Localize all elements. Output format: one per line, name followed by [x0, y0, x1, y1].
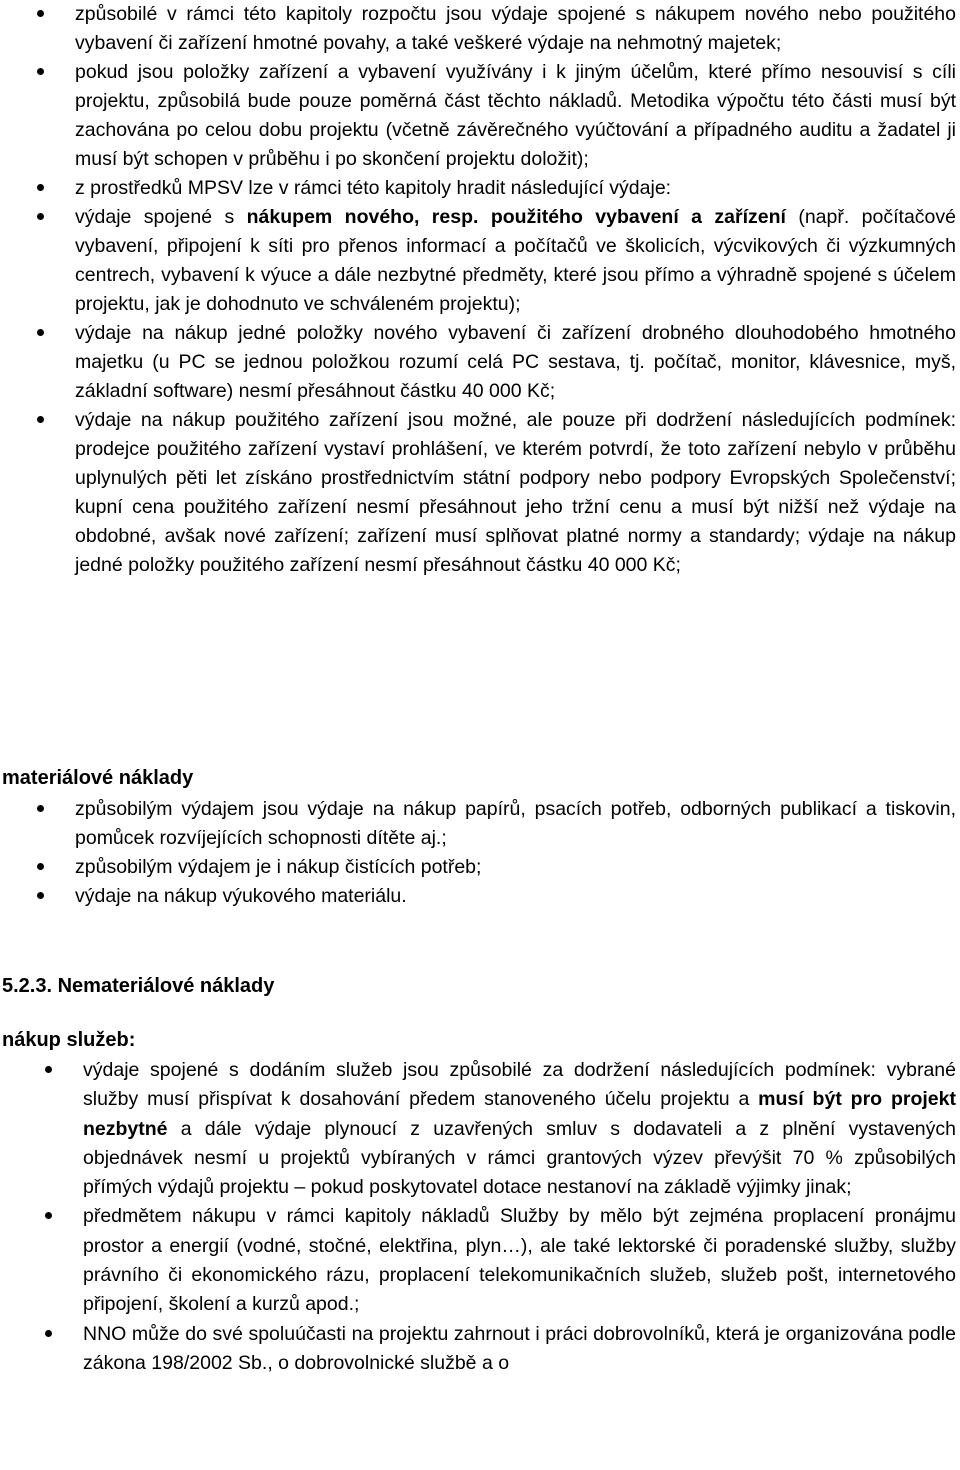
text-run: výdaje spojené s dodáním služeb jsou způsobilé za dodržení následujících podmínek: vybrané služby musí přispívat k dosahování předem stanoveného účelu projektu a [83, 1059, 956, 1111]
list-item [0, 174, 960, 203]
text-run: výdaje spojené s [75, 206, 247, 228]
list-item [0, 882, 960, 911]
bullet-icon [37, 184, 44, 191]
text-run: výdaje na nákup použitého zařízení jsou možné, ale pouze při dodržení následujících podmínek: prodejce použitého zařízení vystaví prohlášení, ve kterém potvrdí, že toto zařízení nebylo v průběhu uplynulých pěti let získáno prostřednictvím státní podpory nebo podpory Evropských Společenství; kupní cena použitého zařízení nesmí přesáhnout jeho tržní cenu a musí být nižší než výdaje na obdobné, avšak nové zařízení; zařízení musí splňovat platné normy a standardy; výdaje na nákup jedné položky použitého zařízení nesmí přesáhnout částku 40 000 Kč; [75, 409, 956, 576]
list-item-text [75, 0, 956, 58]
bullet-icon [45, 1330, 52, 1337]
text-run: způsobilým výdajem je i nákup čistících potřeb; [75, 856, 482, 878]
list-item [0, 1056, 960, 1202]
bold-text: musí být pro projekt nezbytné [83, 1088, 956, 1140]
list-item-text [83, 1320, 956, 1379]
bullet-icon [37, 863, 44, 870]
text-run: z prostředků MPSV lze v rámci této kapitoly hradit následující výdaje: [75, 177, 672, 199]
list-item-text [75, 882, 956, 911]
list-item-text [75, 319, 956, 406]
text-run: pokud jsou položky zařízení a vybavení využívány i k jiným účelům, které přímo nesouvisí s cíli projektu, způsobilá bude pouze poměrná část těchto nákladů. Metodika výpočtu této části musí být zachována po celou dobu projektu (včetně závěrečného vyúčtování a případného auditu a žadatel ji musí být schopen v průběhu i po skončení projektu doložit); [75, 61, 956, 170]
text-run: způsobilým výdajem jsou výdaje na nákup papírů, psacích potřeb, odborných publikací a tiskovin, pomůcek rozvíjejících schopnosti dítěte aj.; [75, 798, 956, 849]
bullet-icon [45, 1212, 52, 1219]
list-item [0, 406, 960, 580]
list-item [0, 0, 960, 58]
bullet-icon [37, 10, 44, 17]
list-item-text [83, 1202, 956, 1319]
list-item-text [75, 406, 956, 580]
list-item [0, 1202, 960, 1319]
text-run: výdaje na nákup jedné položky nového vybavení či zařízení drobného dlouhodobého hmotného majetku (u PC se jednou položkou rozumí celá PC sestava, tj. počítač, monitor, klávesnice, myš, základní software) nesmí přesáhnout částku 40 000 Kč; [75, 322, 956, 402]
list-item-text [75, 174, 956, 203]
bullet-icon [37, 892, 44, 899]
list-item [0, 1320, 960, 1379]
heading-services: nákup služeb: [2, 1029, 136, 1051]
material-costs-list [0, 795, 960, 911]
services-list [0, 1056, 960, 1378]
list-item [0, 319, 960, 406]
list-item-text [75, 203, 956, 319]
heading-material-costs: materiálové náklady [2, 767, 194, 789]
list-item [0, 853, 960, 882]
text-run: NNO může do své spoluúčasti na projektu zahrnout i práci dobrovolníků, která je organizována podle zákona 198/2002 Sb., o dobrovolnické službě a o [83, 1322, 956, 1374]
bold-text: nákupem nového, resp. použitého vybavení a zařízení [246, 206, 786, 228]
bullet-icon [37, 329, 44, 336]
list-item-text [75, 795, 956, 853]
list-item-text [83, 1056, 956, 1202]
text-run: a dále výdaje plynoucí z uzavřených smluv s dodavateli a z plnění vystavených objednávek nesmí u projektů vybíraných v rámci grantových výzev převýšit 70 % způsobilých přímých výdajů projektu – pokud poskytovatel dotace nestanoví na základě výjimky jinak; [83, 1117, 956, 1199]
section-heading: 5.2.3. Nemateriálové náklady [2, 975, 275, 997]
bullet-icon [37, 213, 44, 220]
list-item-text [75, 58, 956, 174]
list-item [0, 203, 960, 319]
text-run: způsobilé v rámci této kapitoly rozpočtu jsou výdaje spojené s nákupem nového nebo použitého vybavení či zařízení hmotné povahy, a také veškeré výdaje na nehmotný majetek; [75, 3, 956, 54]
equipment-rules-list [0, 0, 960, 580]
text-run: (např. počítačové vybavení, připojení k síti pro přenos informací a počítačů ve školicích, výcvikových či výzkumných centrech, vybavení k výuce a dále nezbytné předměty, které jsou přímo a výhradně spojené s účelem projektu, jak je dohodnuto ve schváleném projektu); [75, 206, 956, 315]
list-item [0, 795, 960, 853]
list-item-text [75, 853, 956, 882]
text-run: výdaje na nákup výukového materiálu. [75, 885, 407, 907]
bullet-icon [37, 416, 44, 423]
bullet-icon [37, 68, 44, 75]
list-item [0, 58, 960, 174]
bullet-icon [45, 1066, 52, 1073]
bullet-icon [37, 805, 44, 812]
text-run: předmětem nákupu v rámci kapitoly nákladů Služby by mělo být zejména proplacení pronájmu prostor a energií (vodné, stočné, elektřina, plyn…), ale také lektorské či poradenské služby, služby právního či ekonomického rázu, proplacení telekomunikačních služeb, služeb pošt, internetového připojení, školení a kurzů apod.; [83, 1205, 956, 1316]
